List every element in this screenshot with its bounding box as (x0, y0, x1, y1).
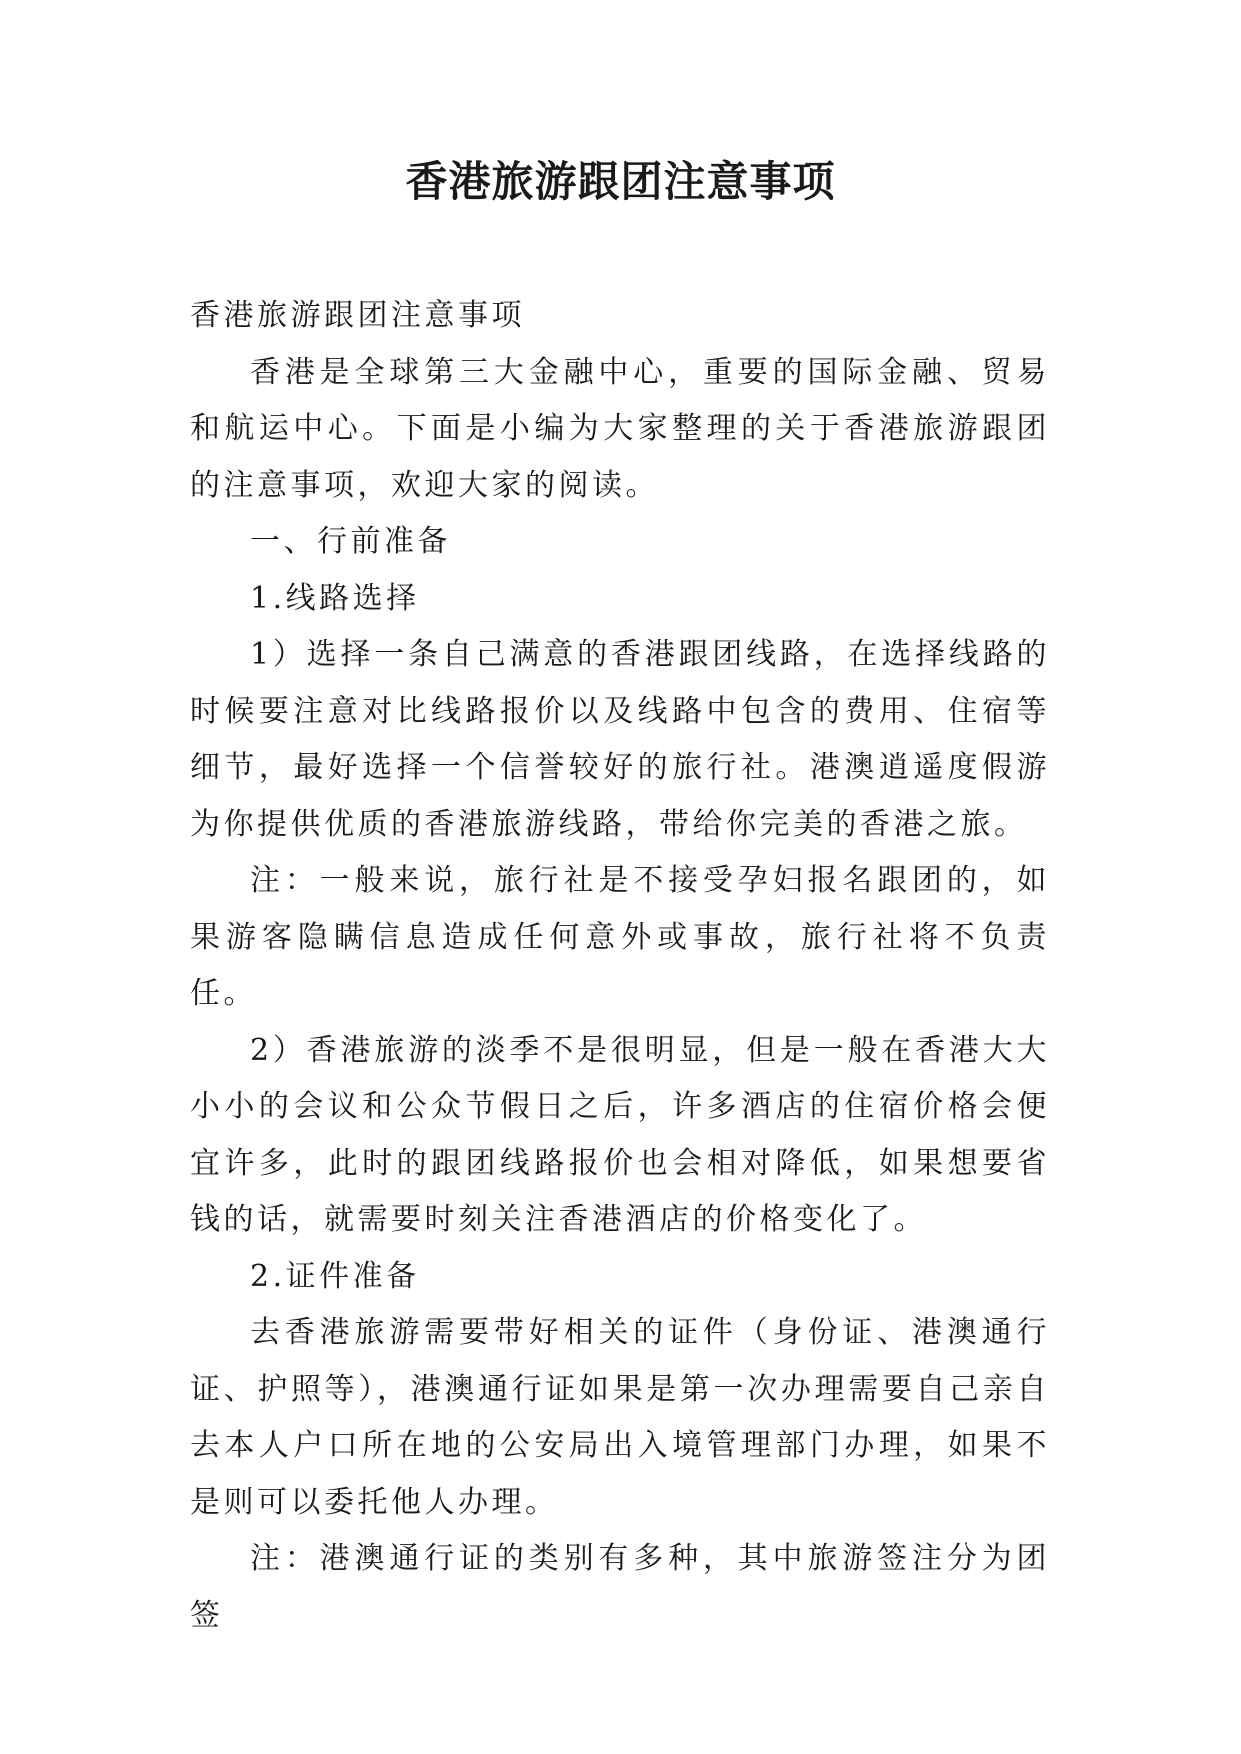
paragraph: 香港旅游跟团注意事项 (190, 298, 525, 333)
document-body (190, 288, 1050, 1644)
note-paragraph: 注：一般来说，旅行社是不接受孕妇报名跟团的，如果游客隐瞒信息造成任何意外或事故，旅行社将不负责任。 (190, 863, 1050, 1011)
paragraph: 去香港旅游需要带好相关的证件（身份证、港澳通行证、护照等），港澳通行证如果是第一次办理需要自己亲自去本人户口所在地的公安局出入境管理部门办理，如果不是则可以委托他人办理。 (190, 1315, 1050, 1520)
document-title: 香港旅游跟团注意事项 (405, 157, 836, 206)
paragraph: 2）香港旅游的淡季不是很明显，但是一般在香港大大小小的会议和公众节假日之后，许多酒店的住宿价格会便宜许多，此时的跟团线路报价也会相对降低，如果想要省钱的话，就需要时刻关注香港酒店的价格变化了。 (190, 1032, 1050, 1237)
subsection-heading: 1.线路选择 (250, 580, 420, 616)
paragraph: 香港是全球第三大金融中心，重要的国际金融、贸易和航运中心。下面是小编为大家整理的关于香港旅游跟团的注意事项，欢迎大家的阅读。 (190, 354, 1050, 503)
paragraph: 1）选择一条自己满意的香港跟团线路，在选择线路的时候要注意对比线路报价以及线路中包含的费用、住宿等细节，最好选择一个信誉较好的旅行社。港澳逍遥度假游为你提供优质的香港旅游线路，带给你完美的香港之旅。 (190, 637, 1050, 842)
note-paragraph: 注：港澳通行证的类别有多种，其中旅游签注分为团签 (190, 1541, 1050, 1633)
section-heading: 一、行前准备 (250, 524, 451, 559)
subsection-heading: 2.证件准备 (250, 1258, 420, 1294)
